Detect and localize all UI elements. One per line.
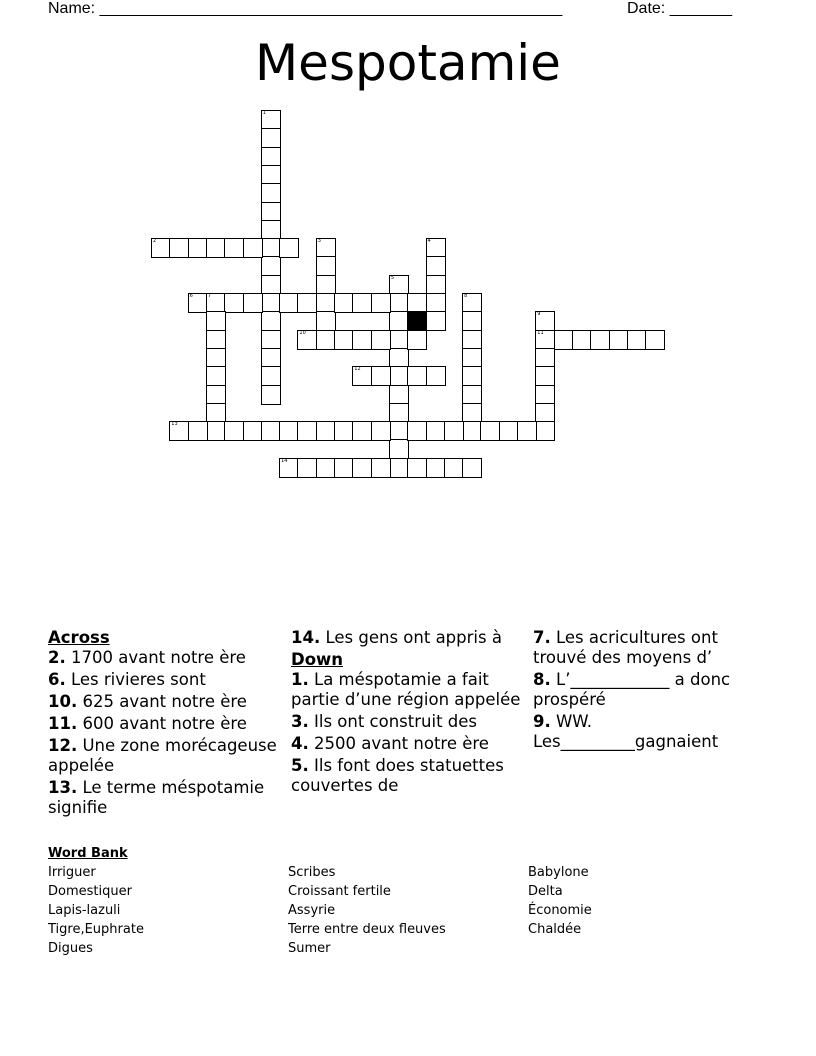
- crossword-cell[interactable]: [316, 311, 336, 331]
- crossword-cell[interactable]: [279, 238, 299, 258]
- clue-text: Les acricultures ont trouvé des moyens d’: [533, 628, 718, 667]
- clue-number: 10.: [48, 692, 78, 711]
- cell-number: 2: [153, 238, 157, 245]
- crossword-cell[interactable]: [206, 311, 226, 331]
- clue-number: 5.: [291, 756, 309, 775]
- crossword-cell[interactable]: [426, 293, 446, 313]
- cell-number: 9: [537, 311, 541, 318]
- crossword-cell[interactable]: [627, 330, 647, 350]
- crossword-cell[interactable]: [261, 385, 281, 405]
- crossword-cell[interactable]: [352, 421, 372, 441]
- crossword-cell[interactable]: [224, 293, 244, 313]
- clues-column-2: [291, 628, 523, 798]
- crossword-cell[interactable]: [261, 238, 281, 258]
- crossword-cell[interactable]: [535, 403, 555, 423]
- clue-down-9: [533, 712, 773, 752]
- word-bank-item: Assyrie: [288, 903, 336, 918]
- cell-number: 12: [354, 366, 361, 373]
- crossword-cell[interactable]: [316, 458, 336, 478]
- clue-number: 9.: [533, 712, 551, 731]
- crossword-cell[interactable]: [462, 348, 482, 368]
- crossword-cell[interactable]: [535, 348, 555, 368]
- crossword-cell[interactable]: [426, 311, 446, 331]
- crossword-cell[interactable]: [206, 421, 226, 441]
- cell-number: 5: [390, 274, 395, 281]
- crossword-cell[interactable]: [316, 238, 336, 258]
- crossword-cell[interactable]: [389, 348, 409, 368]
- clue-across-14: [291, 628, 523, 648]
- word-bank-item: Tigre,Euphrate: [48, 922, 144, 937]
- crossword-cell[interactable]: [389, 421, 409, 441]
- crossword-cell[interactable]: [261, 311, 281, 331]
- clue-number: 14.: [291, 628, 321, 647]
- crossword-cell[interactable]: [261, 128, 281, 148]
- crossword-cell[interactable]: [426, 458, 446, 478]
- crossword-cell[interactable]: [206, 293, 226, 313]
- crossword-cell[interactable]: [352, 293, 372, 313]
- crossword-cell[interactable]: [462, 293, 482, 313]
- crossword-cell[interactable]: [645, 330, 665, 350]
- clue-down-5: [291, 756, 523, 796]
- crossword-cell[interactable]: [462, 330, 482, 350]
- crossword-cell[interactable]: [407, 330, 427, 350]
- clue-number: 12.: [48, 736, 78, 755]
- date-field-label: Date: _______: [627, 0, 732, 17]
- crossword-cell[interactable]: [572, 330, 592, 350]
- crossword-cell[interactable]: [188, 421, 208, 441]
- clue-number: 13.: [48, 778, 78, 797]
- clue-text: Les rivieres sont: [65, 670, 206, 689]
- crossword-cell[interactable]: [389, 330, 409, 350]
- crossword-cell[interactable]: [261, 293, 281, 313]
- cell-number: 3: [317, 238, 321, 245]
- clue-number: 7.: [533, 628, 551, 647]
- word-bank-item: Digues: [48, 941, 93, 956]
- clue-number: 4.: [291, 734, 309, 753]
- crossword-cell[interactable]: [261, 366, 281, 386]
- crossword-cell[interactable]: [407, 421, 427, 441]
- crossword-cell[interactable]: [297, 330, 317, 350]
- crossword-cell[interactable]: [462, 421, 482, 441]
- crossword-cell[interactable]: [371, 293, 391, 313]
- word-bank-item: Scribes: [288, 865, 336, 880]
- clue-down-3: [291, 712, 523, 732]
- clue-number: 6.: [48, 670, 66, 689]
- clue-text: La méspotamie a fait partie d’une région appelée: [291, 670, 521, 709]
- clue-down-1: [291, 670, 523, 710]
- crossword-cell[interactable]: [535, 330, 555, 350]
- crossword-cell[interactable]: [334, 458, 354, 478]
- clue-text: L’____________ a donc prospéré: [533, 670, 731, 709]
- crossword-cell[interactable]: [389, 293, 409, 313]
- crossword-cell[interactable]: [316, 256, 336, 276]
- crossword-cell[interactable]: [316, 330, 336, 350]
- cell-number: 14: [281, 457, 288, 464]
- crossword-cell[interactable]: [609, 330, 629, 350]
- word-bank-column-1: [48, 863, 144, 958]
- clue-text: 1700 avant notre ère: [65, 648, 246, 667]
- crossword-cell[interactable]: [389, 275, 409, 295]
- crossword-cell[interactable]: [590, 330, 610, 350]
- crossword-cell[interactable]: [407, 293, 427, 313]
- crossword-cell[interactable]: [371, 330, 391, 350]
- clue-number: 2.: [48, 648, 66, 667]
- crossword-cell[interactable]: [243, 238, 263, 258]
- crossword-cell[interactable]: [243, 421, 263, 441]
- clue-across-2: [48, 648, 280, 668]
- word-bank-item: Terre entre deux fleuves: [288, 922, 446, 937]
- crossword-cell[interactable]: [334, 293, 354, 313]
- crossword-cell[interactable]: [389, 366, 409, 386]
- crossword-cell[interactable]: [261, 275, 281, 295]
- crossword-cell[interactable]: [279, 421, 299, 441]
- crossword-cell[interactable]: [371, 421, 391, 441]
- crossword-cell[interactable]: [206, 366, 226, 386]
- word-bank-item: Croissant fertile: [288, 884, 391, 899]
- crossword-cell[interactable]: [261, 165, 281, 185]
- word-bank-item: Économie: [528, 903, 592, 918]
- crossword-cell[interactable]: [426, 275, 446, 295]
- crossword-cell[interactable]: [261, 110, 281, 130]
- crossword-cell[interactable]: [389, 311, 409, 331]
- word-bank-item: Irriguer: [48, 865, 96, 880]
- crossword-cell[interactable]: [407, 366, 427, 386]
- cell-number: 6: [189, 293, 193, 299]
- crossword-cell[interactable]: [316, 421, 336, 441]
- crossword-cell[interactable]: [169, 421, 189, 441]
- clue-text: 600 avant notre ère: [77, 714, 247, 733]
- clue-across-10: [48, 692, 280, 712]
- word-bank-item: Chaldée: [528, 922, 582, 937]
- word-bank-item: Sumer: [288, 941, 331, 956]
- crossword-cell[interactable]: [389, 458, 409, 478]
- crossword-cell[interactable]: [389, 439, 409, 459]
- crossword-cell[interactable]: [297, 458, 317, 478]
- crossword-cell[interactable]: [334, 330, 354, 350]
- crossword-cell[interactable]: [261, 256, 281, 276]
- crossword-cell[interactable]: [261, 330, 281, 350]
- across-heading: Across: [48, 628, 110, 647]
- crossword-cell[interactable]: [371, 458, 391, 478]
- crossword-cell[interactable]: [206, 348, 226, 368]
- clue-text: Une zone morécageuse appelée: [48, 736, 277, 775]
- word-bank-item: Babylone: [528, 865, 589, 880]
- crossword-cell[interactable]: [297, 293, 317, 313]
- crossword-cell[interactable]: [151, 238, 171, 258]
- word-bank-column-3: [528, 863, 592, 939]
- cell-number: 11: [537, 329, 544, 336]
- word-bank-item: Domestiquer: [48, 884, 132, 899]
- crossword-cell[interactable]: [334, 421, 354, 441]
- crossword-cell[interactable]: [261, 183, 281, 203]
- clues-column-3: [533, 628, 773, 754]
- cell-number: 8: [464, 293, 468, 299]
- down-heading: Down: [291, 650, 344, 669]
- clue-number: 1.: [291, 670, 309, 689]
- crossword-cell[interactable]: [535, 311, 555, 331]
- clue-across-6: [48, 670, 280, 690]
- crossword-cell[interactable]: [462, 458, 482, 478]
- crossword-cell[interactable]: [462, 403, 482, 423]
- crossword-cell[interactable]: [535, 421, 555, 441]
- crossword-cell[interactable]: [206, 238, 226, 258]
- word-bank-column-2: [288, 863, 446, 958]
- crossword-cell[interactable]: [224, 421, 244, 441]
- crossword-cell[interactable]: [188, 238, 208, 258]
- crossword-cell[interactable]: [224, 238, 244, 258]
- clue-text: Les gens ont appris à: [320, 628, 502, 647]
- crossword-cell[interactable]: [426, 256, 446, 276]
- crossword-cell[interactable]: [169, 238, 189, 258]
- crossword-cell[interactable]: [352, 458, 372, 478]
- crossword-cell[interactable]: [352, 330, 372, 350]
- crossword-cell[interactable]: [206, 330, 226, 350]
- crossword-cell[interactable]: [261, 147, 281, 167]
- crossword-cell[interactable]: [261, 220, 281, 240]
- crossword-cell[interactable]: [444, 458, 464, 478]
- crossword-cell[interactable]: [426, 366, 446, 386]
- clue-number: 3.: [291, 712, 309, 731]
- crossword-cell[interactable]: [499, 421, 519, 441]
- black-cell: [407, 311, 427, 331]
- crossword-cell[interactable]: [188, 293, 208, 313]
- page-title: Mespotamie: [255, 34, 561, 92]
- clue-across-13: [48, 778, 280, 818]
- crossword-cell[interactable]: [389, 385, 409, 405]
- crossword-cell[interactable]: [261, 421, 281, 441]
- crossword-cell[interactable]: [426, 238, 446, 258]
- clue-across-11: [48, 714, 280, 734]
- crossword-cell[interactable]: [554, 330, 574, 350]
- clue-text: Ils font does statuettes couvertes de: [291, 756, 504, 795]
- word-bank-item: Delta: [528, 884, 563, 899]
- crossword-cell[interactable]: [261, 348, 281, 368]
- cell-number: 10: [299, 329, 306, 336]
- name-field-label: Name: ____________________________________________________: [48, 0, 563, 17]
- clue-number: 11.: [48, 714, 78, 733]
- word-bank-title: Word Bank: [48, 846, 128, 861]
- clues-column-1: [48, 628, 280, 820]
- crossword-cell[interactable]: [535, 366, 555, 386]
- crossword-cell[interactable]: [462, 311, 482, 331]
- crossword-cell[interactable]: [371, 366, 391, 386]
- clue-down-7: [533, 628, 773, 668]
- crossword-cell[interactable]: [444, 421, 464, 441]
- crossword-cell[interactable]: [517, 421, 537, 441]
- crossword-cell[interactable]: [279, 458, 299, 478]
- clue-text: 2500 avant notre ère: [308, 734, 489, 753]
- clue-down-4: [291, 734, 523, 754]
- clue-text: Le terme méspotamie signifie: [48, 778, 265, 817]
- clue-text: Ils ont construit des: [308, 712, 478, 731]
- crossword-cell[interactable]: [407, 458, 427, 478]
- clue-down-8: [533, 670, 773, 710]
- clue-text: 625 avant notre ère: [77, 692, 247, 711]
- clue-across-12: [48, 736, 280, 776]
- clue-text: WW. Les_________gagnaient: [533, 712, 719, 751]
- crossword-cell[interactable]: [297, 421, 317, 441]
- crossword-cell[interactable]: [535, 385, 555, 405]
- crossword-cell[interactable]: [243, 293, 263, 313]
- cell-number: 4: [427, 238, 431, 245]
- cell-number: 7: [207, 293, 212, 299]
- crossword-cell[interactable]: [206, 385, 226, 405]
- crossword-cell[interactable]: [389, 403, 409, 423]
- word-bank-item: Lapis-lazuli: [48, 903, 121, 918]
- crossword-cell[interactable]: [426, 421, 446, 441]
- crossword-cell[interactable]: [352, 366, 372, 386]
- crossword-cell[interactable]: [480, 421, 500, 441]
- cell-number: 13: [171, 421, 178, 428]
- cell-number: 1: [262, 110, 266, 116]
- clue-number: 8.: [533, 670, 551, 689]
- crossword-cell[interactable]: [316, 293, 336, 313]
- crossword-cell[interactable]: [316, 275, 336, 295]
- crossword-cell[interactable]: [462, 385, 482, 405]
- crossword-cell[interactable]: [261, 202, 281, 222]
- crossword-cell[interactable]: [462, 366, 482, 386]
- crossword-cell[interactable]: [279, 293, 299, 313]
- crossword-cell[interactable]: [206, 403, 226, 423]
